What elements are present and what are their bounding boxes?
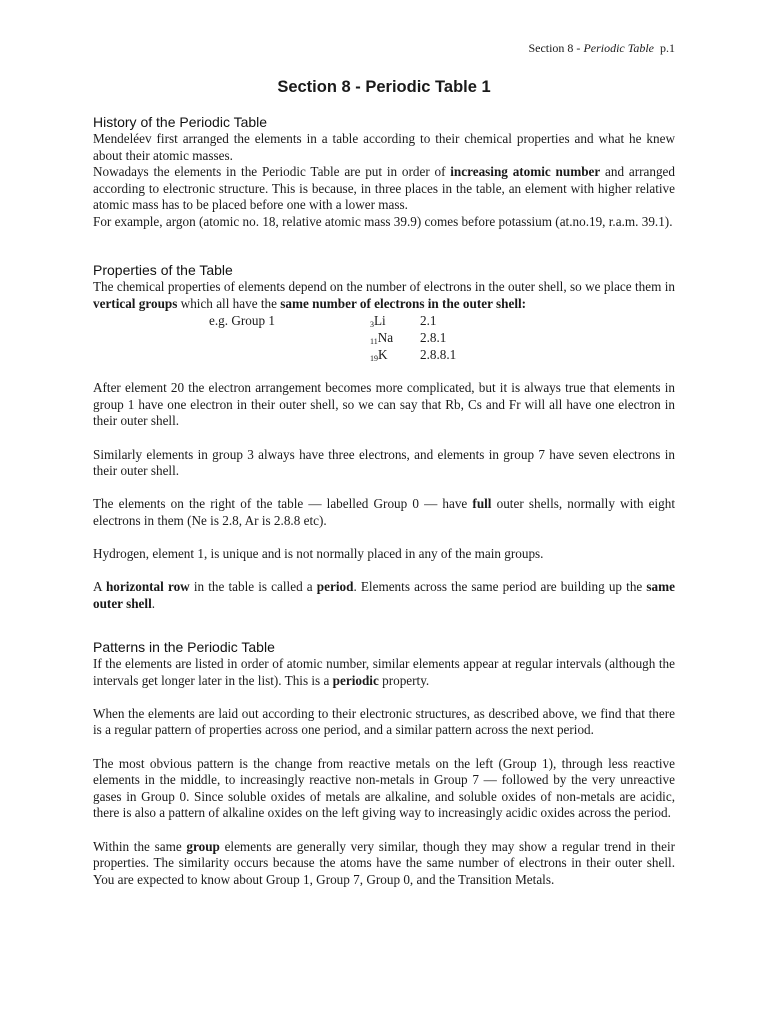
header-page-number: p.1 — [660, 41, 675, 55]
text-run: The chemical properties of elements depend on the number of electrons in the outer shell, so we place them in — [93, 279, 675, 294]
term-full: full — [472, 496, 492, 512]
atomic-number: 19 — [370, 354, 378, 364]
element-symbol — [370, 330, 393, 345]
properties-paragraph-2: After element 20 the electron arrangement becomes more complicated, but it is always true that elements in group 1 have one electron in their outer shell, so we can say that Rb, Cs and Fr will all have one electron in their outer shell. — [93, 380, 675, 429]
electron-configuration: 2.8.8.1 — [420, 347, 457, 363]
example-row-k — [370, 347, 457, 364]
symbol: K — [378, 347, 388, 363]
atomic-number: 11 — [370, 337, 378, 347]
patterns-paragraph-4 — [93, 839, 675, 889]
term-same-outer-shell-electrons: same number of electrons in the outer shell: — [280, 295, 527, 311]
symbol: Na — [377, 330, 394, 346]
properties-paragraph-4 — [93, 496, 675, 529]
text-run: which all have the — [177, 295, 281, 311]
text-run: Within the same — [93, 838, 187, 854]
text-run: property. — [378, 672, 430, 688]
term-increasing-atomic-number: increasing atomic number — [450, 164, 601, 180]
properties-heading: Properties of the Table — [93, 262, 233, 278]
term-horizontal-row: horizontal row — [105, 579, 190, 595]
example-label: e.g. Group 1 — [209, 313, 275, 329]
history-heading: History of the Periodic Table — [93, 114, 268, 130]
symbol: Li — [374, 313, 386, 329]
text-run: outer shells, normally with eight electrons in them (Ne is 2.8, Ar is 2.8.8 etc). — [93, 496, 675, 528]
term-vertical-groups: vertical groups — [93, 295, 178, 311]
element-symbol — [370, 347, 388, 362]
text-run: The elements on the right of the table — labelled Group 0 — have — [93, 496, 473, 512]
history-paragraph-1: Mendeléev first arranged the elements in a table according to their chemical properties and what he knew about their atomic masses. — [93, 131, 675, 163]
group-1-example — [93, 312, 675, 363]
history-paragraph-3: For example, argon (atomic no. 18, relative atomic mass 39.9) comes before potassium (at.no.19, r.a.m. 39.1). — [93, 213, 673, 229]
element-symbol — [370, 313, 386, 328]
section-history — [93, 113, 675, 231]
example-row-li — [370, 313, 437, 330]
text-run: . Elements across the same period are building up the — [353, 579, 647, 595]
text-run: If the elements are listed in order of atomic number, similar elements appear at regular intervals (although the intervals get longer later in the list). This is a — [93, 656, 675, 688]
patterns-paragraph-2: When the elements are laid out according to their electronic structures, as described above, we find that there is a regular pattern of properties across one period, and a similar pattern across the next period. — [93, 705, 675, 738]
text-run: Nowadays the elements in the Periodic Table are put in order of — [93, 164, 451, 180]
properties-paragraph-3: Similarly elements in group 3 always have three electrons, and elements in group 7 have seven electrons in their outer shell. — [93, 446, 675, 479]
example-row-na — [370, 330, 447, 347]
patterns-paragraph-1 — [93, 656, 675, 689]
text-run: and arranged according to electronic structure. This is because, in three places in the table, an element with higher relative atomic mass has to be placed before one with a lower mass. — [93, 164, 675, 213]
term-period: period — [316, 579, 354, 595]
running-header — [528, 41, 675, 56]
electron-configuration: 2.1 — [420, 313, 437, 329]
properties-paragraph-1 — [93, 279, 675, 312]
term-periodic: periodic — [332, 672, 379, 688]
text-run: in the table is called a — [189, 579, 317, 595]
section-properties — [93, 261, 675, 613]
section-patterns — [93, 638, 675, 888]
header-topic: Periodic Table — [583, 41, 654, 55]
properties-paragraph-6 — [93, 579, 675, 612]
text-run: A — [93, 579, 106, 595]
atomic-number: 3 — [370, 320, 374, 330]
patterns-heading: Patterns in the Periodic Table — [93, 639, 275, 655]
term-group: group — [186, 838, 220, 854]
text-run: . — [151, 595, 156, 611]
term-same-outer-shell: same outer shell — [93, 579, 675, 611]
page-title: Section 8 - Periodic Table 1 — [277, 78, 491, 96]
header-prefix: Section 8 - — [528, 41, 584, 55]
text-run: elements are generally very similar, though they may show a regular trend in their properties. The similarity occurs because the atoms have the same number of electrons in their outer shell. You are expected to know about Group 1, Group 7, Group 0, and the Transition Metals. — [93, 838, 675, 887]
patterns-paragraph-3: The most obvious pattern is the change from reactive metals on the left (Group 1), through less reactive elements in the middle, to increasingly reactive non-metals in Group 7 — followed by the very unreactive gases in Group 0. Since soluble oxides of metals are alkaline, and soluble oxides of non-metals are acidic, there is also a pattern of alkaline oxides on the left giving way to increasingly acidic oxides across the period. — [93, 755, 675, 821]
properties-paragraph-5: Hydrogen, element 1, is unique and is not normally placed in any of the main groups. — [93, 546, 544, 562]
electron-configuration: 2.8.1 — [420, 330, 447, 346]
history-paragraph-2 — [93, 164, 675, 214]
